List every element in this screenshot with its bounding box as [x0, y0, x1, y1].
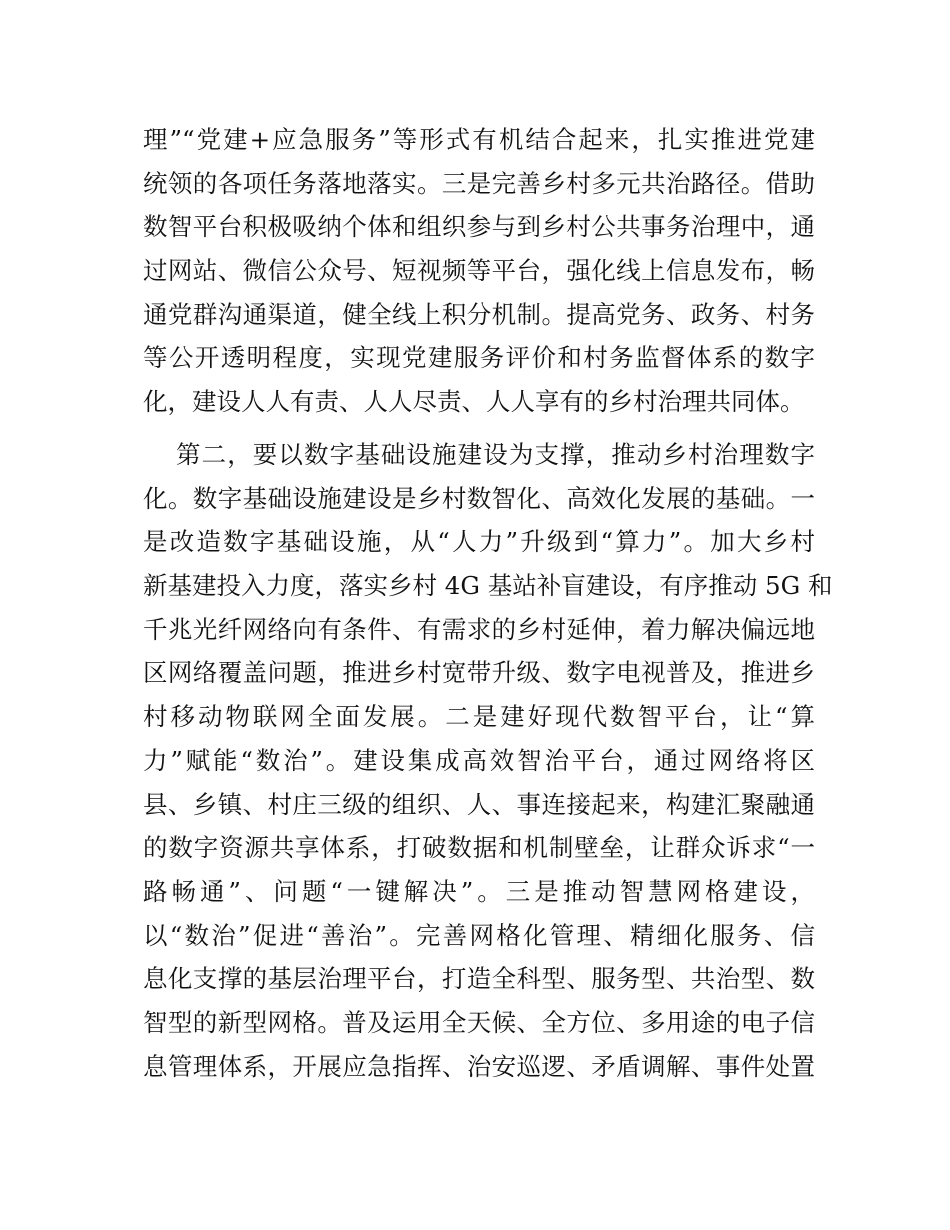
- text-line: 等公开透明程度，实现党建服务评价和村务监督体系的数字: [143, 343, 815, 373]
- text-line: 通党群沟通渠道，健全线上积分机制。提高党务、政务、村务: [143, 299, 815, 329]
- text-line: 千兆光纤网络向有条件、有需求的乡村延伸，着力解决偏远地: [143, 614, 815, 644]
- text-line: 村移动物联网全面发展。二是建好现代数智平台，让“算: [143, 702, 815, 732]
- text-line: 息管理体系，开展应急指挥、治安巡逻、矛盾调解、事件处置: [143, 1051, 815, 1081]
- paragraph-continued: [143, 118, 815, 424]
- text-line: 过网站、微信公众号、短视频等平台，强化线上信息发布，畅: [143, 256, 815, 286]
- text-line: 县、乡镇、村庄三级的组织、人、事连接起来，构建汇聚融通: [143, 789, 815, 819]
- text-line: 智型的新型网格。普及运用全天候、全方位、多用途的电子信: [143, 1007, 815, 1037]
- paragraph-second: [143, 433, 833, 1088]
- text-line: 区网络覆盖问题，推进乡村宽带升级、数字电视普及，推进乡: [143, 658, 815, 688]
- text-line: 息化支撑的基层治理平台，打造全科型、服务型、共治型、数: [143, 964, 815, 994]
- text-line: 新基建投入力度，落实乡村 4G 基站补盲建设，有序推动 5G 和: [143, 571, 833, 601]
- text-line: 数智平台积极吸纳个体和组织参与到乡村公共事务治理中，通: [143, 212, 815, 242]
- text-line: 统领的各项任务落地落实。三是完善乡村多元共治路径。借助: [143, 168, 815, 198]
- text-line: 以“数治”促进“善治”。完善网格化管理、精细化服务、信: [143, 920, 815, 950]
- text-line: 是改造数字基础设施，从“人力”升级到“算力”。加大乡村: [143, 527, 815, 557]
- text-line: 第二，要以数字基础设施建设为支撑，推动乡村治理数字: [176, 440, 815, 469]
- text-line: 理”“党建+应急服务”等形式有机结合起来，扎实推进党建: [143, 125, 815, 154]
- text-line: 力”赋能“数治”。建设集成高效智治平台，通过网络将区: [143, 745, 815, 775]
- text-line: 路畅通”、问题“一键解决”。三是推动智慧网格建设，: [143, 876, 815, 906]
- text-line: 的数字资源共享体系，打破数据和机制壁垒，让群众诉求“一: [143, 833, 815, 863]
- text-line: 化，建设人人有责、人人尽责、人人享有的乡村治理共同体。: [143, 387, 805, 417]
- text-line: 化。数字基础设施建设是乡村数智化、高效化发展的基础。一: [143, 483, 815, 513]
